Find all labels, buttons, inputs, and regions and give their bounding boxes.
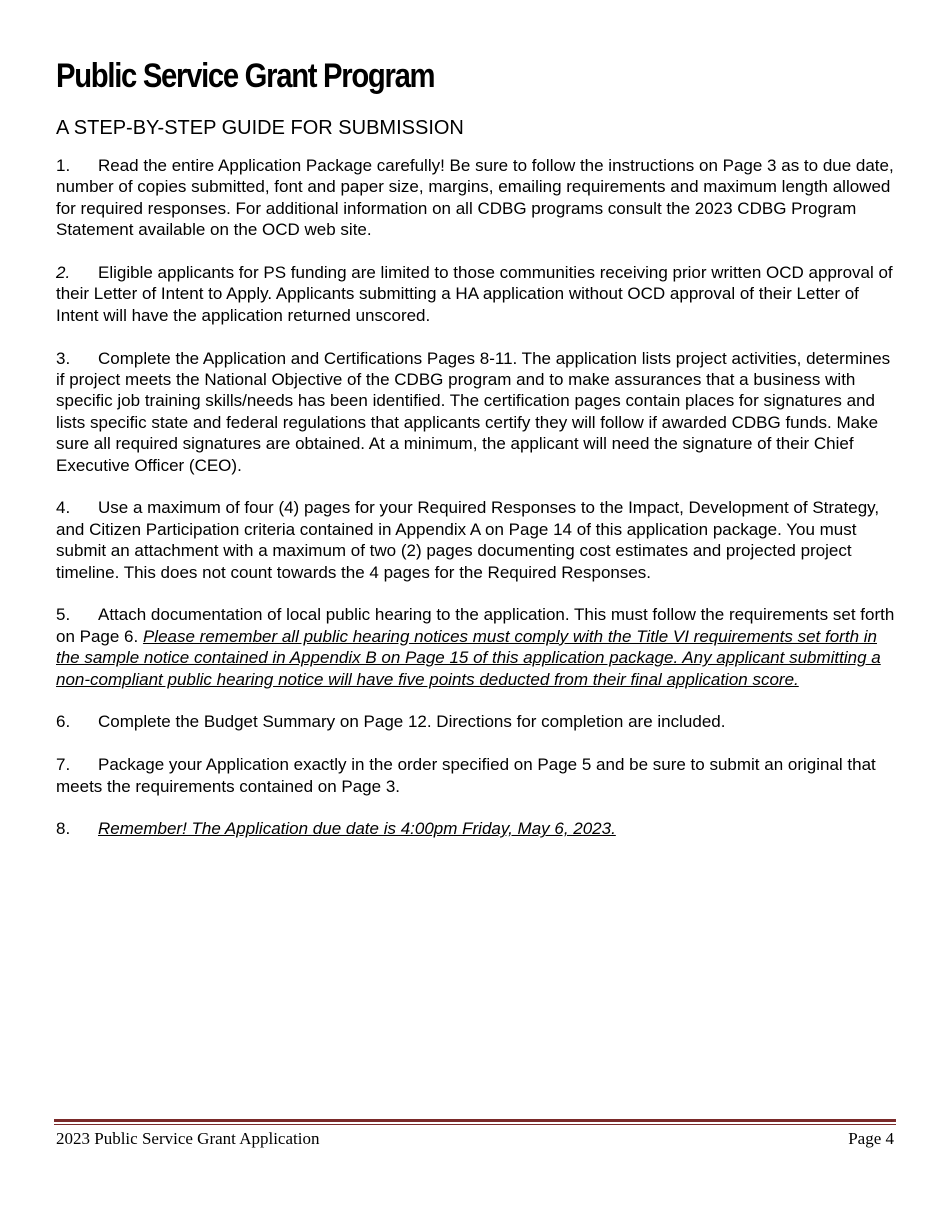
footer-document-name: 2023 Public Service Grant Application — [56, 1129, 320, 1148]
steps-list — [56, 155, 896, 861]
step-number: 8. — [56, 819, 71, 839]
footer-page-number: Page 4 — [848, 1129, 894, 1148]
step-text: Attach documentation of local public hearing to the application. This must follow the requirements set forth on Page 6. — [56, 605, 895, 646]
step-number: 1. — [56, 156, 71, 175]
due-date-reminder: Remember! The Application due date is 4:00pm Friday, May 6, 2023. — [98, 819, 616, 839]
step-text: Use a maximum of four (4) pages for your Required Responses to the Impact, Development of Strategy, and Citizen Participation criteria contained in Appendix A on Page 14 of this application package. You must submit an attachment with a maximum of two (2) pages documenting cost estimates and projected project timeline. This does not count towards the 4 pages for the Required Responses. — [56, 498, 880, 582]
step-5 — [56, 604, 896, 690]
step-8 — [56, 818, 896, 839]
step-3 — [56, 348, 896, 476]
step-text: Complete the Budget Summary on Page 12. Directions for completion are included. — [98, 712, 726, 732]
step-number: 2. — [56, 263, 71, 283]
page-title: Public Service Grant Program — [56, 57, 435, 95]
step-1 — [56, 155, 896, 241]
step-emphasis-note: Please remember all public hearing notices must comply with the Title VI requirements set forth in the sample notice contained in Appendix B on Page 15 of this application package. Any applicant submitting a non-compliant public hearing notice will have five points deducted from their final application score. — [56, 626, 881, 689]
footer-divider — [54, 1119, 896, 1122]
step-text: Eligible applicants for PS funding are limited to those communities receiving prior written OCD approval of their Letter of Intent to Apply. Applicants submitting a HA application without OCD approval of their Letter of Intent will have the application returned unscored. — [56, 263, 893, 325]
step-text: Package your Application exactly in the order specified on Page 5 and be sure to submit an original that meets the requirements contained on Page 3. — [56, 755, 876, 796]
step-text: Complete the Application and Certifications Pages 8-11. The application lists project activities, determines if project meets the National Objective of the CDBG program and to make assurances that a business with specific job training skills/needs has been identified. The certification pages contain places for signatures and lists specific state and federal regulations that applicants certify they will follow if awarded CDBG funds. Make sure all required signatures are obtained. At a minimum, the applicant will need the signature of their Chief Executive Officer (CEO). — [56, 348, 891, 475]
step-number: 6. — [56, 712, 71, 732]
step-6 — [56, 711, 896, 732]
step-number: 5. — [56, 605, 71, 625]
step-7 — [56, 754, 896, 797]
step-4 — [56, 497, 896, 583]
step-number: 4. — [56, 498, 71, 518]
step-number: 7. — [56, 755, 71, 775]
step-number: 3. — [56, 348, 71, 368]
footer-divider-thin — [54, 1124, 896, 1125]
step-text: Read the entire Application Package carefully! Be sure to follow the instructions on Page 3 as to due date, number of copies submitted, font and paper size, margins, emailing requirements and maximum length allowed for required responses. For additional information on all CDBG programs consult the 2023 CDBG Program Statement available on the OCD web site. — [56, 156, 894, 240]
step-2 — [56, 262, 896, 326]
page-subtitle: A STEP-BY-STEP GUIDE FOR SUBMISSION — [56, 117, 464, 139]
